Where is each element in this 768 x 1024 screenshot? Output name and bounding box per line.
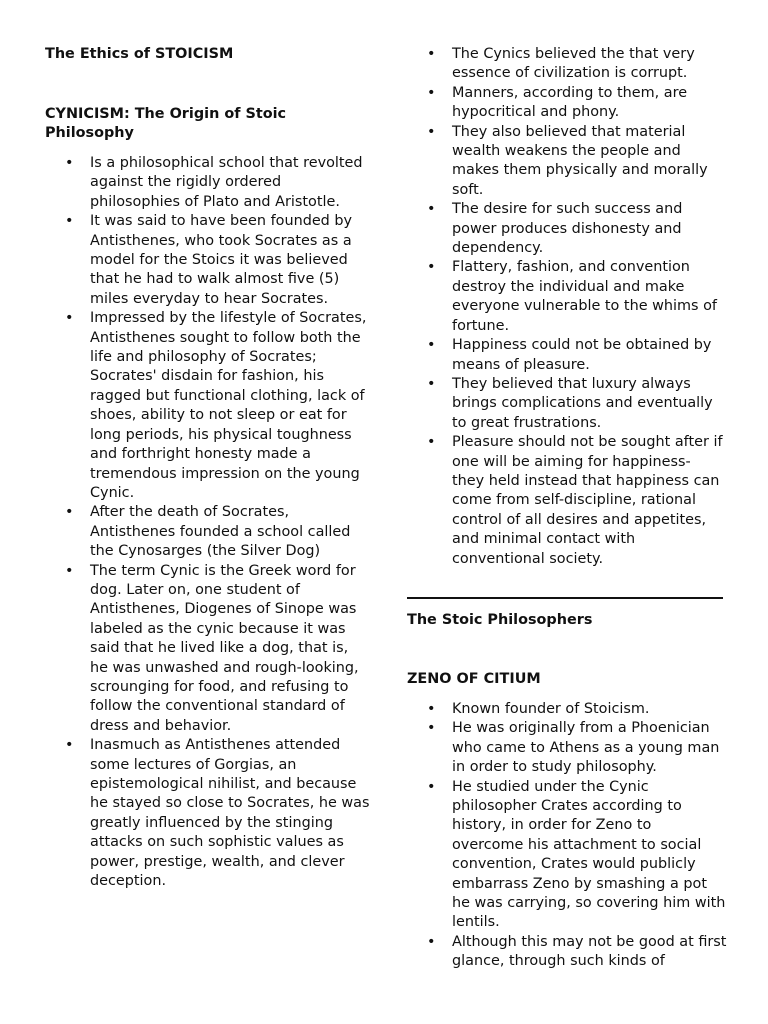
list-item: • The term Cynic is the Greek word for dog. Later on, one student of Antisthenes, Diogenes of Sinope was labeled as the cynic because it was said that he lived like a dog, that is, he was unwashed and rough-looking, scrounging for food, and refusing to follow the conventional standard of dress and behavior. <box>45 562 370 737</box>
zeno-heading: ZENO OF CITIUM <box>407 671 541 687</box>
list-item: • Impressed by the lifestyle of Socrates, Antisthenes sought to follow both the life and philosophy of Socrates; Socrates' disdain for fashion, his ragged but functional clothing, lack of shoes, ability to not sleep or eat for long periods, his physical toughness and forthright honesty made a tremendous impression on the young Cynic. <box>45 309 370 503</box>
list-item: • Flattery, fashion, and convention destroy the individual and make everyone vulnerable to the whims of fortune. <box>407 258 727 336</box>
list-item: • Known founder of Stoicism. <box>407 700 727 719</box>
list-item: • The desire for such success and power produces dishonesty and dependency. <box>407 200 727 258</box>
list-item: • Is a philosophical school that revolted against the rigidly ordered philosophies of Plato and Aristotle. <box>45 154 370 212</box>
list-item: • Manners, according to them, are hypocritical and phony. <box>407 84 727 123</box>
list-item: • Although this may not be good at first glance, through such kinds of <box>407 933 727 972</box>
section-divider <box>407 597 723 599</box>
cynicism-bullet-list <box>45 154 370 891</box>
list-item: • The Cynics believed the that very essence of civilization is corrupt. <box>407 45 727 84</box>
list-item: • After the death of Socrates, Antisthenes founded a school called the Cynosarges (the Silver Dog) <box>45 503 370 561</box>
zeno-bullet-list <box>407 700 727 972</box>
list-item: • They believed that luxury always brings complications and eventually to great frustrations. <box>407 375 727 433</box>
cynicism-heading: CYNICISM: The Origin of Stoic Philosophy <box>45 106 287 142</box>
stoic-philosophers-heading: The Stoic Philosophers <box>407 612 593 628</box>
document-title: The Ethics of STOICISM <box>45 46 234 62</box>
list-item: • They also believed that material wealth weakens the people and makes them physically and morally soft. <box>407 123 727 201</box>
list-item: • Happiness could not be obtained by means of pleasure. <box>407 336 727 375</box>
list-item: • He was originally from a Phoenician who came to Athens as a young man in order to study philosophy. <box>407 719 727 777</box>
cynic-beliefs-bullet-list <box>407 45 727 569</box>
list-item: • He studied under the Cynic philosopher Crates according to history, in order for Zeno to overcome his attachment to social convention, Crates would publicly embarrass Zeno by smashing a pot he was carrying, so covering him with lentils. <box>407 778 727 933</box>
list-item: • Pleasure should not be sought after if one will be aiming for happiness- they held instead that happiness can come from self-discipline, rational control of all desires and appetites, and minimal contact with conventional society. <box>407 433 727 569</box>
list-item: • Inasmuch as Antisthenes attended some lectures of Gorgias, an epistemological nihilist, and because he stayed so close to Socrates, he was greatly influenced by the stinging attacks on such sophistic values as power, prestige, wealth, and clever deception. <box>45 736 370 891</box>
list-item: • It was said to have been founded by Antisthenes, who took Socrates as a model for the Stoics it was believed that he had to walk almost five (5) miles everyday to hear Socrates. <box>45 212 370 309</box>
